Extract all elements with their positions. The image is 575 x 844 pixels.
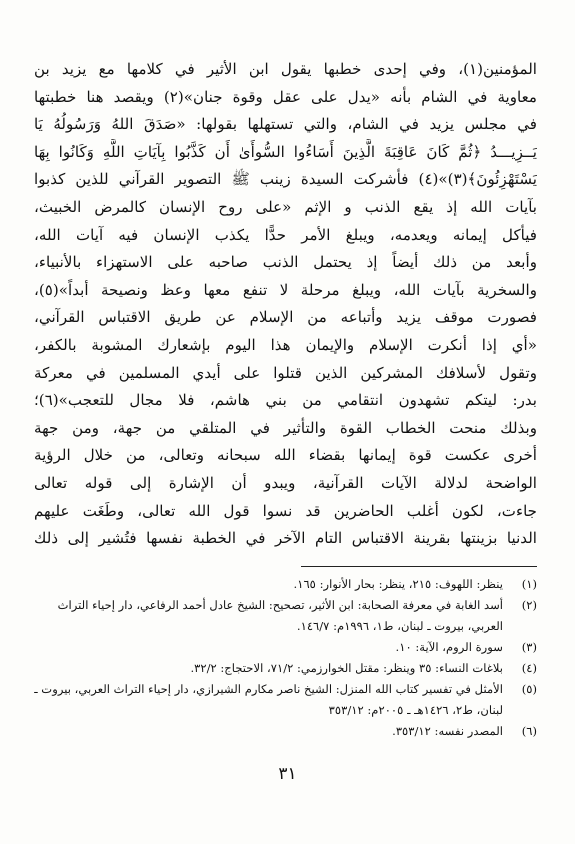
footnote bbox=[34, 637, 537, 658]
footnote-text: الأمثل في تفسير كتاب الله المنزل: الشيخ ناصر مكارم الشيرازي، دار إحياء التراث العربي، بيروت ـ لبنان، ط٢، ١٤٢٦هـ ـ ٢٠٠٥م: ٣٥٣/١٢ bbox=[34, 682, 503, 717]
footnotes bbox=[34, 574, 537, 742]
footnote-text: بلاغات النساء: ٣٥ وينظر: مقتل الخوارزمي: ٧١/٢، الاحتجاج: ٣٢/٢. bbox=[190, 661, 503, 675]
footnote-divider bbox=[301, 566, 537, 567]
body-line: يَــزِيـــدُ ﴿ثُمَّ كَانَ عَاقِبَةَ الَّذِينَ أَسَاءُوا السُّوأَىٰ أَن كَذَّبُوا بِآيَاتِ اللَّهِ وَكَانُوا بِهَا bbox=[34, 142, 537, 161]
footnote-number: (٤) bbox=[521, 661, 537, 675]
body-line: معاوية في الشام بأنه «يدل على عقل وقوة جنان»(٢) ويقصد هنا خطبتها bbox=[34, 87, 537, 106]
body-line: فصورت موقف يزيد وأتباعه من الإسلام عن طريق الاقتباس القرآني، bbox=[34, 308, 537, 327]
footnote-number: (١) bbox=[521, 577, 537, 591]
body-line: وبذلك منحت الخطاب القوة والتأثير في المتلقي من جهة، ومن جهة bbox=[34, 418, 537, 437]
body-line: بآيات الله إذ يقع الذنب و الإثم «على روح الإنسان كالمرض الخبيث، bbox=[34, 197, 537, 216]
footnote bbox=[34, 658, 537, 679]
footnote bbox=[34, 574, 537, 595]
footnote-text: المصدر نفسه: ٣٥٣/١٢. bbox=[392, 724, 503, 738]
body-line: وتقول لأسلافك المشركين الذين قتلوا على أيدي المسلمين في معركة bbox=[34, 363, 537, 382]
body-line: وأبعد من ذلك أيضاً إذ يحتمل الذنب صاحبه على الاستهزاء بالأنبياء، bbox=[34, 253, 537, 272]
footnote-number: (٣) bbox=[521, 640, 537, 654]
footnote bbox=[34, 721, 537, 742]
footnote-text: ينظر: اللهوف: ٢١٥، ينظر: بحار الأنوار: ١٦٥. bbox=[293, 577, 503, 591]
body-line: والسخرية بآيات الله، ويبلغ مرحلة لا تنفع معها وعظ ونصيحة أبداً»(٥)، bbox=[34, 280, 537, 299]
footnote-number: (٢) bbox=[521, 598, 537, 612]
footnote-text: أسد الغابة في معرفة الصحابة: ابن الأثير، تصحيح: الشيخ عادل أحمد الرفاعي، دار إحياء التراث العربي، بيروت ـ لبنان، ط١، ١٩٩٦م: ١٤٦/٧. bbox=[57, 598, 503, 633]
footnote-text: سورة الروم، الآية: ١٠. bbox=[395, 640, 503, 654]
body-line: الدنيا بزينتها بقرينة الاقتباس التام الآخر في الخطبة نفسها فتُشير إلى ذلك bbox=[34, 529, 537, 548]
body-line: فيأكل إيمانه ويعدمه، ويبلغ الأمر حدًّا يكذب الإنسان فيه آيات الله، bbox=[34, 225, 537, 244]
body-line: جاءت، لكون أغلب الحاضرين قد نسوا قول الله تعالى، وطَغَت عليهم bbox=[34, 501, 537, 520]
body-line: أخرى عكست قوة إيمانها بقضاء الله سبحانه وتعالى، من خلال الرؤية bbox=[34, 446, 537, 465]
footnote bbox=[34, 595, 537, 637]
body-line: بدر: ليتكم تشهدون انتقامي من بني هاشم، فلا مجال للتعجب»(٦)؛ bbox=[34, 391, 537, 410]
body-line: الواضحة لدلالة الآيات القرآنية، ويبدو أن الإشارة إلى قوله تعالى bbox=[34, 473, 537, 492]
body-line: في مجلس يزيد في الشام، والتي تستهلها بقولها: «صَدَقَ اللهُ وَرَسُولُهُ يَا bbox=[34, 115, 537, 134]
page-number: ٣١ bbox=[278, 764, 297, 784]
body-line: يَسْتَهْزِئُونَ﴾(٣)»(٤) فأشركت السيدة زينب ﷺ التصوير القرآني للذين كذبوا bbox=[34, 170, 537, 189]
body-line: المؤمنين(١)، وفي إحدى خطبها يقول ابن الأثير في كلامها مع يزيد بن bbox=[34, 60, 537, 78]
footnote-number: (٥) bbox=[521, 682, 537, 696]
body-line: «أي إذا أنكرت الإسلام والإيمان هذا اليوم بإشعارك المشوبة بالكفر، bbox=[34, 335, 537, 354]
main-text bbox=[34, 56, 537, 553]
footnote bbox=[34, 679, 537, 721]
footnote-number: (٦) bbox=[521, 724, 537, 738]
